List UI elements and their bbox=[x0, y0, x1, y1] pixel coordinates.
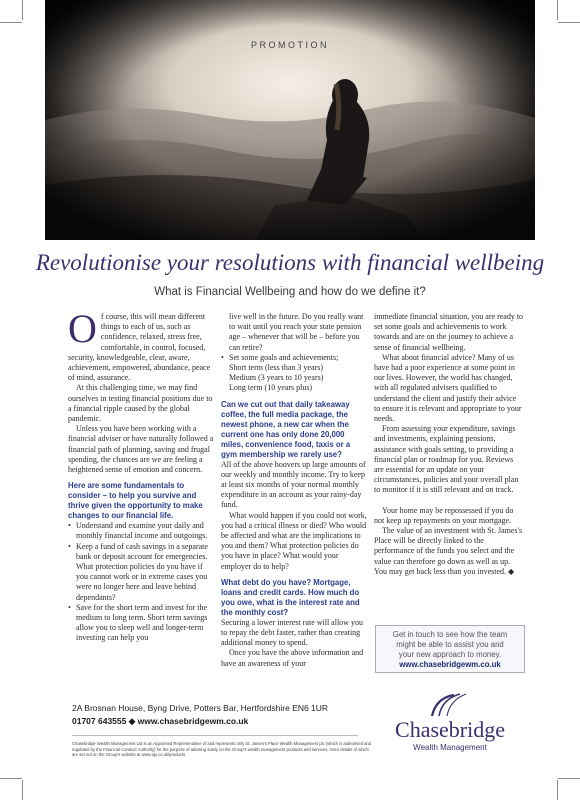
logo-wordmark: Chasebridge bbox=[395, 717, 505, 742]
risk-warning: The value of an investment with St. James's Place will be directly linked to the performance of the funds you select and the value can therefore go down as well as up. You may get back less than you invested. ◆ bbox=[374, 526, 523, 576]
paragraph: From assessing your expenditure, savings and investments, explaining pensions, assistance with goals setting, to providing a financial plan or roadmap for you. Reviews are essential for an update on your circumstances, policies and your overall plan to monitor if it is still relevant and on track. bbox=[374, 424, 519, 495]
list-item: • Keep a fund of cash savings in a separate bank or deposit account for emergencies. What protection policies do you have if you cannot work or in extreme cases you were no longer here and leave behind dependants? bbox=[76, 542, 214, 603]
section-heading: Here are some fundamentals to consider – to help you survive and thrive given the opportunity to make changes to our financial life. bbox=[68, 481, 203, 521]
callout-line: your new approach to money. bbox=[398, 650, 502, 659]
headline: Revolutionise your resolutions with financial wellbeing bbox=[35, 250, 545, 275]
column-2 bbox=[221, 312, 367, 669]
crop-mark bbox=[0, 778, 22, 779]
paragraph: immediate financial situation, you are ready to set some goals and achievements to work towards and are on the journey to achieve a sense of financial wellbeing. bbox=[374, 312, 524, 352]
paragraph: Securing a lower interest rate will allow you to repay the debt faster, rather than creating additional money to spend. bbox=[221, 617, 363, 648]
column-3 bbox=[374, 312, 524, 577]
paragraph: At this challenging time, we may find ourselves in testing financial positions due to a financial ripple caused by the global pandemic. bbox=[68, 383, 213, 424]
crop-mark bbox=[558, 778, 580, 779]
paragraph: live well in the future. Do you really want to wait until you reach your state pension age – whenever that will be – before you can retire? bbox=[229, 312, 364, 352]
paragraph: All of the above hoovers up large amounts of our weekly and monthly income. Try to keep at least six months of your normal monthly expenditure in an account as your rainy-day fund. bbox=[221, 459, 366, 510]
contact-callout bbox=[375, 625, 525, 673]
column-1 bbox=[68, 306, 214, 644]
paragraph: What about financial advice? Many of us have had a poor experience at some point in our lives. However, the world has changed, with all regulated advisers qualified to understand the client and justify their advice to ensure it is relevant and appropriate to your needs. bbox=[374, 352, 522, 424]
bullet-list bbox=[221, 353, 367, 363]
crop-mark bbox=[557, 780, 558, 800]
website-link[interactable]: www.chasebridgewm.co.uk bbox=[399, 660, 501, 669]
promotion-label: PROMOTION bbox=[251, 40, 329, 50]
list-item: • Save for the short term and invest for the medium to long term. Short term savings allow you to sleep well and longer-term investing can help you bbox=[76, 603, 214, 644]
hero-photo bbox=[45, 0, 535, 240]
list-subitem: Medium (3 years to 10 years) bbox=[229, 373, 324, 383]
crop-mark bbox=[557, 0, 558, 20]
list-item: • Understand and examine your daily and monthly financial income and outgoings. bbox=[76, 521, 214, 541]
logo-tagline: Wealth Management bbox=[413, 743, 487, 752]
crop-mark bbox=[558, 22, 580, 23]
crop-mark bbox=[0, 22, 22, 23]
hero-illustration bbox=[45, 0, 535, 240]
divider bbox=[72, 735, 358, 736]
risk-warning: Your home may be repossessed if you do not keep up repayments on your mortgage. bbox=[374, 505, 514, 525]
crop-mark bbox=[22, 780, 23, 800]
bullet-list bbox=[68, 521, 214, 643]
paragraph: f course, this will mean different things to each of us, such as confidence, relaxed, stress free, comfortable, in control, focused, security, knowledgeable, clear, aware, achievement, empowered, abundance, peace of mind, assurance. bbox=[68, 312, 211, 383]
callout-line: Get in touch to see how the team bbox=[392, 630, 508, 639]
section-heading: What debt do you have? Mortgage, loans and credit cards. How much do you owe, what is the interest rate and the monthly cost? bbox=[221, 577, 360, 617]
paragraph: Unless you have been working with a financial adviser or have naturally followed a financial path of planning, saving and frugal spending, the chances are we are feeling a heightened sense of emotion and concern. bbox=[68, 424, 214, 475]
list-subitem: Short term (less than 3 years) bbox=[229, 363, 323, 373]
list-subitem: Long term (10 years plus) bbox=[229, 383, 313, 393]
callout-line: might be able to assist you and bbox=[396, 640, 504, 649]
subheadline: What is Financial Wellbeing and how do we define it? bbox=[154, 286, 426, 298]
crop-mark bbox=[22, 0, 23, 20]
paragraph: What would happen if you could not work, you had a critical illness or died? Who would be affected and what are the implications to you and them? What protection policies do you have in place? What would your employer do to help? bbox=[221, 510, 367, 571]
paragraph: Once you have the above information and have an awareness of your bbox=[221, 648, 364, 668]
address: 2A Brosnan House, Byng Drive, Potters Bar, Hertfordshire EN6 1UR bbox=[72, 703, 329, 713]
legal-disclaimer: Chasebridge Wealth Management Ltd is an Appointed Representative of and represents only St. James's Place Wealth Management plc (which is authorised and regulated by the Financial Conduct Authority) for the purpose of advising solely on the Group's wealth management products and services, more details of which are set out on the Group's website at www.sjp.co.uk/products bbox=[72, 741, 372, 757]
list-item: • Set some goals and achievements; bbox=[229, 353, 367, 363]
phone-and-website[interactable]: 01707 643555 ◆ www.chasebridgewm.co.uk bbox=[72, 716, 249, 726]
section-heading: Can we cut out that daily takeaway coffee, the full media package, the newest phone, a new car when the current one has only done 20,000 miles, convenience food, taxis or a gym membership we rarely use? bbox=[221, 399, 351, 459]
drop-cap: O bbox=[68, 306, 97, 351]
